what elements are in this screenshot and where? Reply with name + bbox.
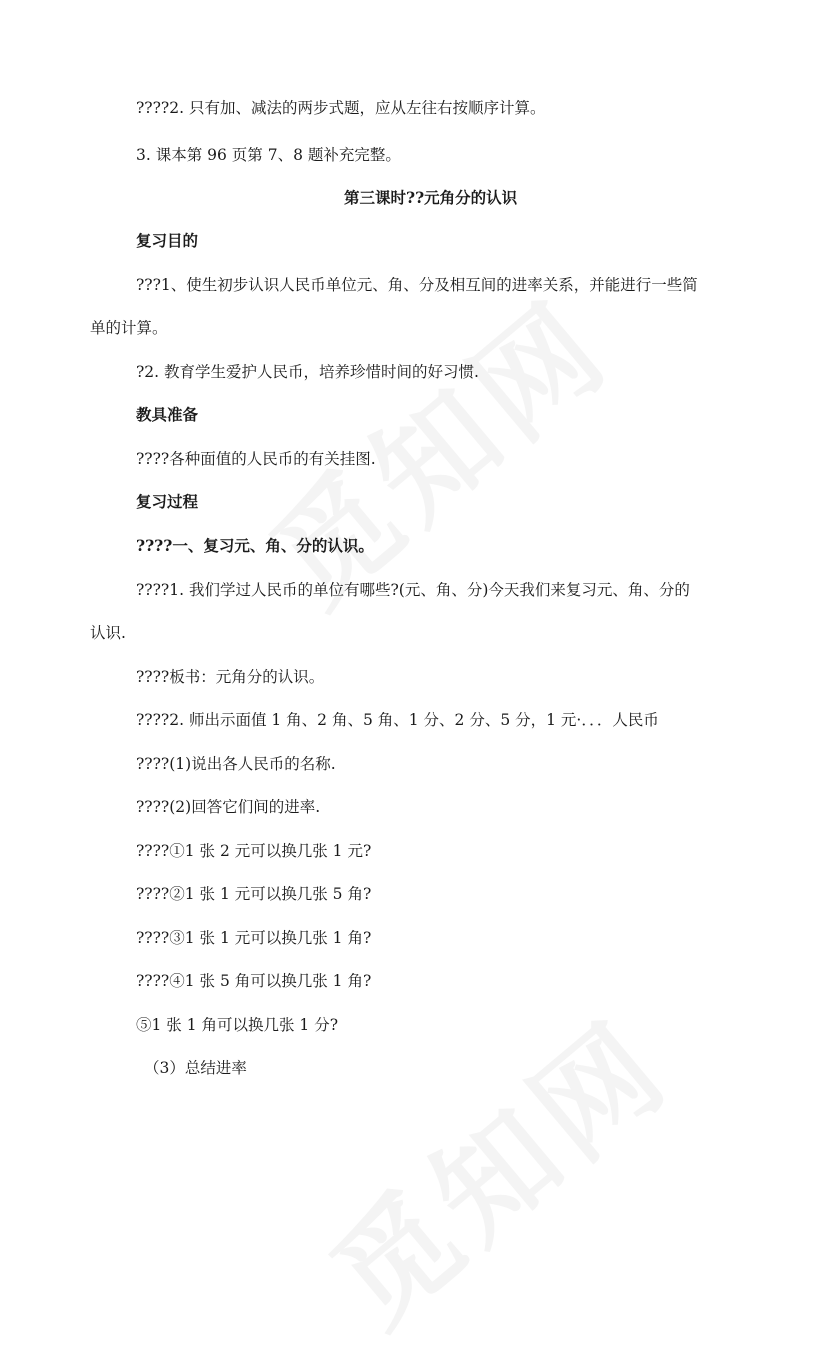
text-line: （3）总结进率: [144, 1059, 247, 1077]
text-line: 单的计算。: [90, 319, 168, 337]
text-line: ????③1 张 1 元可以换几张 1 角?: [136, 929, 372, 947]
text-line: ????2. 只有加、减法的两步式题，应从左往右按顺序计算。: [136, 99, 546, 117]
heading-purpose: 复习目的: [136, 231, 199, 250]
text-line: ????1. 我们学过人民币的单位有哪些?(元、角、分)今天我们来复习元、角、分的: [136, 581, 690, 599]
text-line: ?2. 教育学生爱护人民币，培养珍惜时间的好习惯.: [136, 363, 479, 381]
text-line: ⑤1 张 1 角可以换几张 1 分?: [136, 1016, 339, 1034]
text-line: ????板书：元角分的认识。: [136, 668, 325, 686]
text-line: ???1、使生初步认识人民币单位元、角、分及相互间的进率关系，并能进行一些简: [136, 276, 698, 294]
text-line: 认识.: [90, 624, 126, 642]
heading-process: 复习过程: [136, 492, 199, 511]
heading-materials: 教具准备: [136, 405, 199, 424]
text-line: ????(2)回答它们间的进率.: [136, 798, 321, 816]
text-line: ????④1 张 5 角可以换几张 1 角?: [136, 972, 372, 990]
section-title: 第三课时??元角分的认识: [344, 188, 518, 207]
text-line: ????2. 师出示面值 1 角、2 角、5 角、1 分、2 分、5 分，1 元·．．．人民币: [136, 711, 659, 729]
text-line: ????①1 张 2 元可以换几张 1 元?: [136, 842, 372, 860]
text-line: ????各种面值的人民币的有关挂图.: [136, 450, 376, 468]
text-line: ????(1)说出各人民币的名称.: [136, 755, 336, 773]
text-line: ????②1 张 1 元可以换几张 5 角?: [136, 885, 372, 903]
text-line: 3. 课本第 96 页第 7、8 题补充完整。: [136, 146, 401, 164]
watermark-bottom: [290, 975, 699, 1357]
subheading-review: ????一、复习元、角、分的认识。: [136, 536, 374, 555]
